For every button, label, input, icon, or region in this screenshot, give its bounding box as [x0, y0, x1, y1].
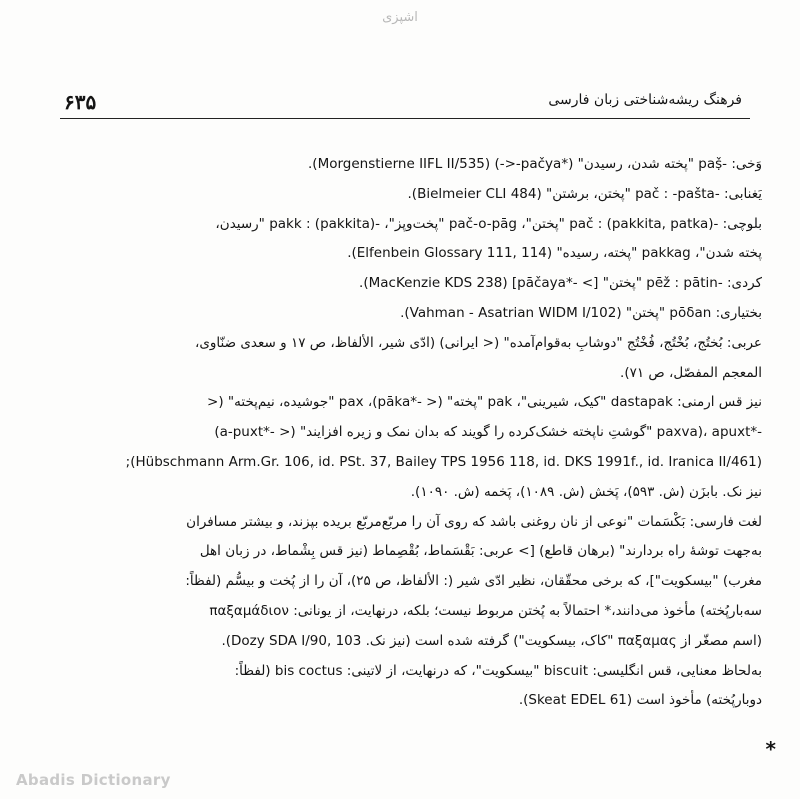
site-watermark-top: اشپزی	[382, 10, 418, 25]
entry-body	[40, 150, 762, 716]
text-line: کردی: -pēž : pātin "پختن" [> -*pāčaya] (MacKenzie KDS 238).	[359, 275, 762, 292]
site-watermark-bottom: Abadis Dictionary	[16, 771, 171, 789]
text-line: به‌لحاظ معنایی، قس انگلیسی: biscuit "بیسکویت"، که درنهایت، از لاتینی: bis coctus (لفظاً:	[234, 662, 762, 679]
text-line: نیز قس ارمنی: dastapak "کیک، شیرینی"، pak "پخته" (< -*pāka)، pax "جوشیده، نیم‌پخته" (<	[207, 394, 762, 411]
text-line: بختیاری: pōδan "پختن" (Vahman - Asatrian WIDM I/102).	[400, 304, 762, 321]
text-line: لغت فارسی: بَکْسَمات "نوعی از نان روغنی باشد که روی آن را مربّع‌مربّع بریده بپزند، و بیشتر مسافران	[186, 513, 762, 530]
text-line: المعجم المفصّل، ص ۷۱).	[620, 364, 762, 381]
text-line: یَغنابی: -pač : -pašta "پختن، برشتن" (Bielmeier CLI 484).	[407, 185, 762, 202]
text-line: -*paxva)، apuxt "گوشتِ ناپخته خشک‌کرده را گویند که بدان نمک و زیره افزایند" (< -*a-puxt)	[214, 424, 762, 441]
page-number: ۶۳۵	[64, 90, 97, 114]
running-head: فرهنگ ریشه‌شناختی زبان فارسی	[548, 92, 742, 108]
text-line: مغرب) "بیسکویت"]، که برخی محقّقان، نظیر ادّی شیر (: الألفاظ، ص ۲۵)، آن را از پُخت و بیسُّم (لفظاً:	[185, 573, 762, 590]
header-rule	[60, 118, 750, 119]
text-line: بلوچی: -pač : (pakkita, patka) "پختن"، pač-o-pāg "پخت‌وپز"، -pakk : (pakkita) "رسیدن،	[215, 215, 762, 232]
text-line: سه‌بارپُخته) مأخوذ می‌دانند،* احتمالاً به پُختن مربوط نیست؛ بلکه، درنهایت، از یونانی: παξαμάδιον	[209, 602, 762, 619]
footnote-star-icon: *	[765, 737, 776, 761]
text-line: (Hübschmann Arm.Gr. 106, id. PSt. 37, Bailey TPS 1956 118, id. DKS 1991f., id. Iranica II/461);	[125, 453, 762, 470]
text-line: (اسم مصغّر از παξαμας "کاک، بیسکویت") گرفته شده است (نیز نک. Dozy SDA I/90, 103).	[221, 632, 762, 649]
text-line: عربی: بُختُج، بُخْتُج، فُخْتُج "دوشابِ به‌قوام‌آمده" (< ایرانی) (ادّی شیر، الألفاظ، ص ۱۷ و سعدی ضنّاوی،	[194, 334, 762, 351]
text-line: پخته شدن"، pakkag "پخته، رسیده" (Elfenbein Glossary 111, 114).	[347, 245, 762, 262]
text-line: وَخی: -paṣ̌ "پخته شدن، رسیدن" (*pačya-<-) (Morgenstierne IIFL II/535).	[308, 156, 762, 172]
text-line: نیز نک. بابزَن (ش. ۵۹۳)، پَخش (ش. ۱۰۸۹)، پَخمه (ش. ۱۰۹۰).	[410, 483, 762, 500]
text-line: به‌جهت توشهٔ راه بردارند" (برهان قاطع) [> عربی: بَقْسَماط، بُقْصِماط (نیز قس بِشْماط، در زبان اهل	[199, 543, 762, 560]
text-line: دوبارپُخته) مأخوذ است (Skeat EDEL 61).	[518, 692, 762, 709]
